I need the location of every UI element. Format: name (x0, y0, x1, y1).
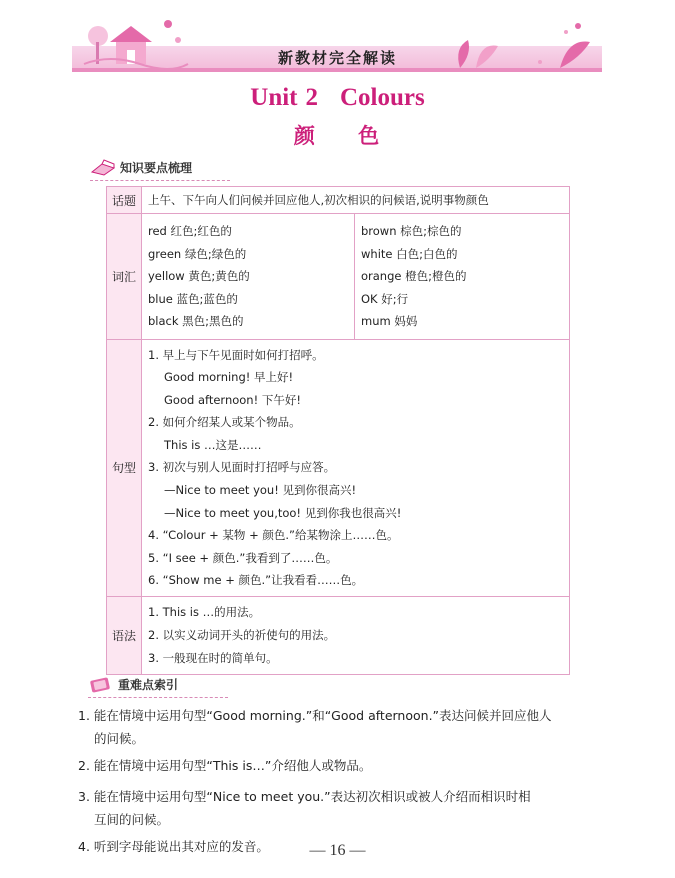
grammar-cell (142, 597, 570, 675)
table-row-grammar (107, 597, 570, 675)
knowledge-table (106, 186, 570, 675)
sentence-line: 2. 如何介绍某人或某个物品。 (148, 415, 301, 430)
sentence-line: 4. “Colour + 某物 + 颜色.”给某物涂上……色。 (148, 528, 399, 543)
section-keypoints-heading (88, 675, 178, 693)
topic-text: 上午、下午向人们问候并回应他人,初次相识的问候语,说明事物颜色 (142, 187, 570, 214)
sentence-line: —Nice to meet you,too! 见到你我也很高兴! (164, 505, 402, 520)
vocab-left-column (142, 214, 355, 340)
vocab-item: OK 好;行 (361, 291, 409, 306)
vocab-item: orange 橙色;橙色的 (361, 269, 467, 283)
sentence-line: Good afternoon! 下午好! (164, 392, 301, 407)
unit-name: Colours (340, 84, 425, 111)
vocab-item: yellow 黄色;黄色的 (148, 269, 250, 283)
grammar-label: 语法 (107, 597, 142, 675)
section-knowledge-title: 知识要点梳理 (120, 160, 193, 175)
page-number: — 16 — (309, 842, 366, 859)
list-item-text: 1. 能在情境中运用句型“Good morning.”和“Good afternoon.”表达问候并回应他人 (78, 708, 552, 723)
grammar-line: 2. 以实义动词开头的祈使句的用法。 (148, 628, 336, 643)
vocab-item: white 白色;白色的 (361, 246, 458, 261)
vocab-right-column (355, 214, 570, 340)
sentence-cell (142, 339, 570, 597)
list-item (78, 754, 598, 777)
book-icon (90, 158, 116, 176)
grammar-line: 1. This is …的用法。 (148, 605, 261, 620)
vocab-item: blue 蓝色;蓝色的 (148, 291, 238, 306)
table-row-topic (107, 187, 570, 214)
list-item-continuation: 互间的问候。 (94, 812, 170, 827)
notebook-icon (88, 675, 114, 693)
list-item (78, 785, 598, 831)
unit-label: Unit (250, 84, 298, 111)
sentence-line: 6. “Show me + 颜色.”让我看看……色。 (148, 573, 364, 588)
list-item-text: 3. 能在情境中运用句型“Nice to meet you.”表达初次相识或被人介绍而相识时相 (78, 789, 531, 804)
list-item (78, 704, 598, 750)
topic-label: 话题 (107, 187, 142, 214)
table-row-sentences (107, 339, 570, 597)
vocab-item: brown 棕色;棕色的 (361, 224, 462, 238)
grammar-line: 3. 一般现在时的简单句。 (148, 651, 278, 666)
keypoints-list (78, 704, 598, 858)
header-title: 新教材完全解读 (277, 49, 397, 67)
vocab-item: green 绿色;绿色的 (148, 246, 247, 261)
section-divider (90, 180, 230, 181)
section-divider (88, 697, 228, 698)
sentence-line: 5. “I see + 颜色.”我看到了……色。 (148, 550, 338, 565)
sentence-line: Good morning! 早上好! (164, 370, 294, 385)
sentence-line: —Nice to meet you! 见到你很高兴! (164, 483, 357, 498)
sentence-line: This is …这是…… (164, 437, 262, 452)
section-knowledge-heading (90, 158, 192, 176)
table-row-vocab (107, 214, 570, 340)
list-item-text: 2. 能在情境中运用句型“This is…”介绍他人或物品。 (78, 758, 372, 773)
unit-chinese-title: 颜 色 (293, 124, 398, 148)
list-item-continuation: 的问候。 (94, 731, 145, 746)
unit-number: 2 (305, 84, 318, 111)
vocab-item: mum 妈妈 (361, 314, 418, 328)
sentence-line: 3. 初次与别人见面时打招呼与应答。 (148, 460, 336, 475)
vocab-item: black 黑色;黑色的 (148, 314, 244, 328)
sentence-label: 句型 (107, 339, 142, 597)
vocab-item: red 红色;红色的 (148, 224, 232, 238)
sentence-line: 1. 早上与下午见面时如何打招呼。 (148, 347, 324, 362)
list-item-text: 4. 听到字母能说出其对应的发音。 (78, 839, 269, 854)
unit-title (0, 84, 675, 112)
vocab-label: 词汇 (107, 214, 142, 340)
section-keypoints-title: 重难点索引 (118, 677, 179, 692)
